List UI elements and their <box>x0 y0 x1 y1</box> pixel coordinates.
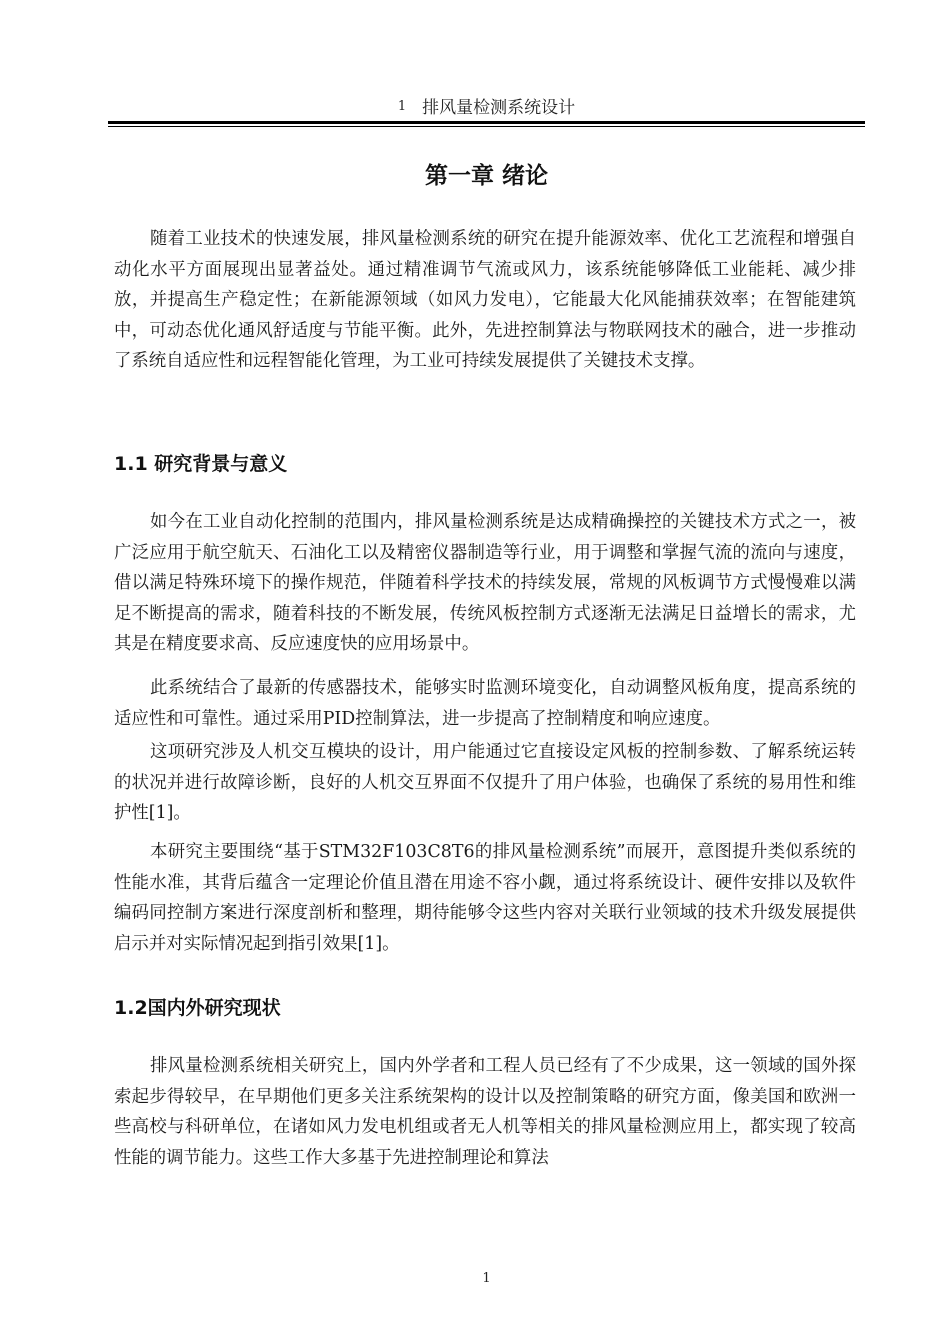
section-1-1-paragraph-3: 这项研究涉及人机交互模块的设计，用户能通过它直接设定风板的控制参数、了解系统运转的状况并进行故障诊断，良好的人机交互界面不仅提升了用户体验，也确保了系统的易用性和维护性[1]。 <box>114 742 856 824</box>
header-number: 1 <box>397 99 407 114</box>
header-rule-thin <box>108 126 865 127</box>
page-number: 1 <box>482 1271 491 1286</box>
chapter-intro-paragraph: 随着工业技术的快速发展，排风量检测系统的研究在提升能源效率、优化工艺流程和增强自动化水平方面展现出显著益处。通过精准调节气流或风力，该系统能够降低工业能耗、减少排放，并提高生产稳定性；在新能源领域（如风力发电），它能最大化风能捕获效率；在智能建筑中，可动态优化通风舒适度与节能平衡。此外，先进控制算法与物联网技术的融合，进一步推动了系统自适应性和远程智能化管理，为工业可持续发展提供了关键技术支撑。 <box>114 229 856 372</box>
section-1-1-paragraph-1: 如今在工业自动化控制的范围内，排风量检测系统是达成精确操控的关键技术方式之一，被广泛应用于航空航天、石油化工以及精密仪器制造等行业，用于调整和掌握气流的流向与速度，借以满足特殊环境下的操作规范，伴随着科学技术的持续发展，常规的风板调节方式慢慢难以满足不断提高的需求，随着科技的不断发展，传统风板控制方式逐渐无法满足日益增长的需求，尤其是在精度要求高、反应速度快的应用场景中。 <box>114 512 856 655</box>
chapter-title: 第一章 绪论 <box>424 163 548 189</box>
section-1-1-paragraph-4: 本研究主要围绕“基于STM32F103C8T6的排风量检测系统”而展开，意图提升类似系统的性能水准，其背后蕴含一定理论价值且潜在用途不容小觑，通过将系统设计、硬件安排以及软件编码同控制方案进行深度剖析和整理，期待能够令这些内容对关联行业领域的技术升级发展提供启示并对实际情况起到指引效果[1]。 <box>114 842 856 954</box>
section-title-1-2: 1.2国内外研究现状 <box>114 997 281 1019</box>
section-title-1-1: 1.1 研究背景与意义 <box>114 453 288 475</box>
header-title: 排风量检测系统设计 <box>422 98 576 118</box>
running-header <box>108 96 865 118</box>
section-1-1-paragraph-2: 此系统结合了最新的传感器技术，能够实时监测环境变化，自动调整风板角度，提高系统的适应性和可靠性。通过采用PID控制算法，进一步提高了控制精度和响应速度。 <box>114 678 856 729</box>
section-1-2-paragraph-1: 排风量检测系统相关研究上，国内外学者和工程人员已经有了不少成果，这一领域的国外探索起步得较早，在早期他们更多关注系统架构的设计以及控制策略的研究方面，像美国和欧洲一些高校与科研单位，在诸如风力发电机组或者无人机等相关的排风量检测应用上，都实现了较高性能的调节能力。这些工作大多基于先进控制理论和算法 <box>114 1056 856 1168</box>
header-rule-thick <box>108 121 865 124</box>
